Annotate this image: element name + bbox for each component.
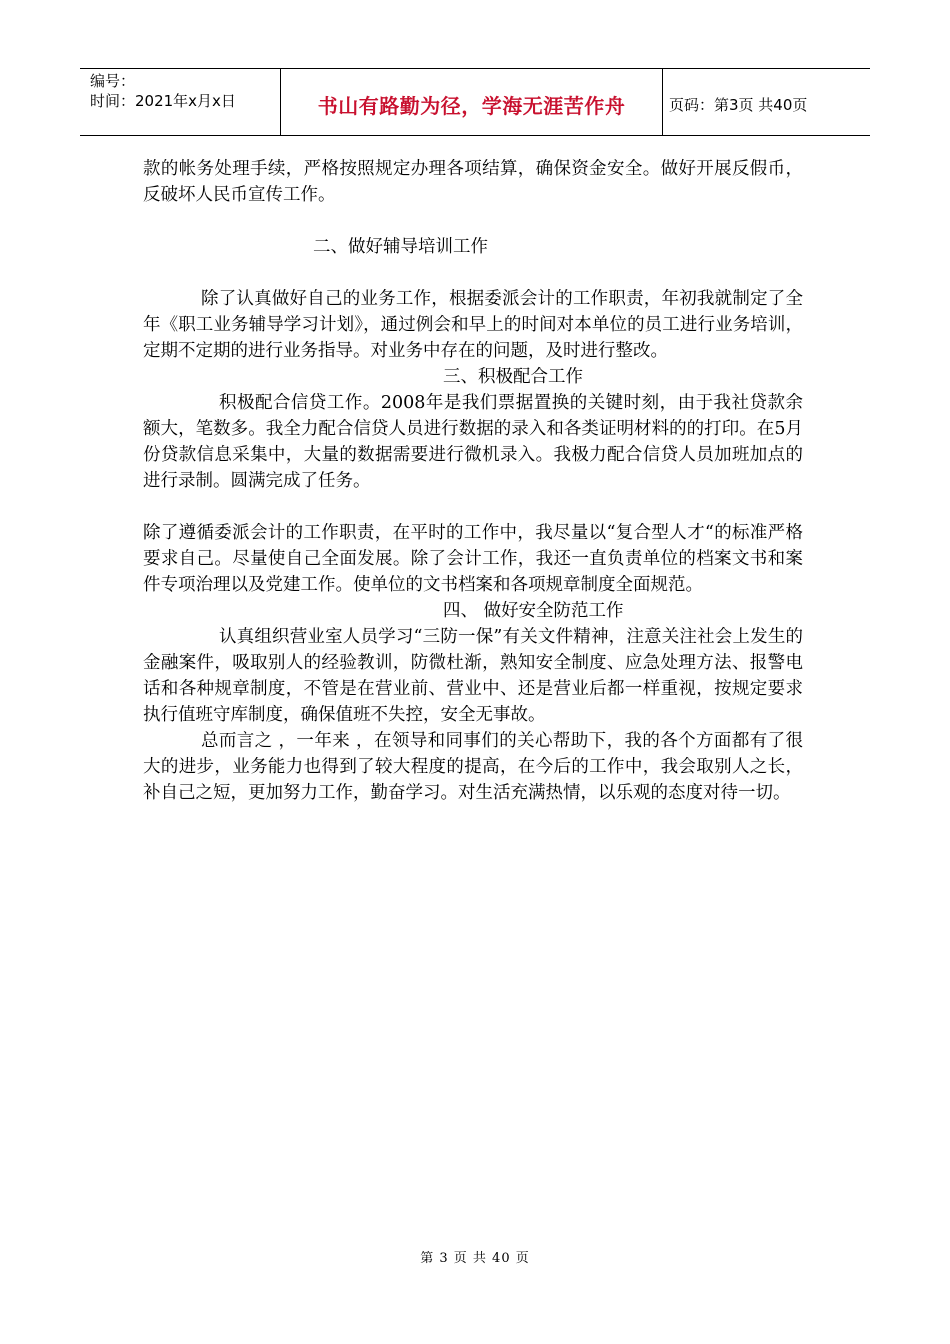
spacer xyxy=(143,260,803,286)
paragraph-compound-talent: 除了遵循委派会计的工作职责，在平时的工作中，我尽量以“复合型人才“的标准严格要求自己。尽量使自己全面发展。除了会计工作，我还一直负责单位的档案文书和案件专项治理以及党建工作。使单位的文书档案和各项规章制度全面规范。 xyxy=(143,523,803,595)
document-time-label: 时间：2021年x月x日 xyxy=(90,92,236,110)
header-page-info: 页码：第3页 共40页 xyxy=(669,95,808,114)
document-code-label: 编号： xyxy=(90,72,136,90)
section-heading-training: 二、做好辅导培训工作 xyxy=(313,237,488,257)
section-heading-cooperate: 三、积极配合工作 xyxy=(443,367,583,387)
paragraph-training: 除了认真做好自己的业务工作，根据委派会计的工作职责，年初我就制定了全年《职工业务辅导学习计划》，通过例会和早上的时间对本单位的员工进行业务培训，定期不定期的进行业务指导。对业务中存在的问题，及时进行整改。 xyxy=(143,289,803,361)
paragraph-cooperate: 积极配合信贷工作。2008年是我们票据置换的关键时刻，由于我社贷款余额大，笔数多。我全力配合信贷人员进行数据的录入和各类证明材料的的打印。在5月份贷款信息采集中，大量的数据需要进行微机录入。我极力配合信贷人员加班加点的进行录制。圆满完成了任务。 xyxy=(143,393,803,491)
header-motto-cell xyxy=(281,69,663,135)
document-body xyxy=(143,156,803,806)
header-motto: 书山有路勤为径，学海无涯苦作舟 xyxy=(317,93,626,118)
spacer xyxy=(143,494,803,520)
paragraph-continued: 款的帐务处理手续，严格按照规定办理各项结算，确保资金安全。做好开展反假币，反破坏人民币宣传工作。 xyxy=(143,159,803,205)
paragraph-summary: 总而言之 ，一年来 ，在领导和同事们的关心帮助下，我的各个方面都有了很大的进步，业务能力也得到了较大程度的提高，在今后的工作中，我会取别人之长，补自己之短，更加努力工作，勤奋学习。对生活充满热情，以乐观的态度对待一切。 xyxy=(143,731,803,803)
header-meta xyxy=(80,69,281,135)
page-footer: 第 3 页 共 40 页 xyxy=(420,1251,530,1266)
paragraph-safety: 认真组织营业室人员学习“三防一保”有关文件精神，注意关注社会上发生的金融案件，吸取别人的经验教训，防微杜渐，熟知安全制度、应急处理方法、报警电话和各种规章制度，不管是在营业前、营业中、还是营业后都一样重视，按规定要求执行值班守库制度，确保值班不失控，安全无事故。 xyxy=(143,627,803,725)
section-heading-safety: 四、 做好安全防范工作 xyxy=(443,601,624,621)
page-header xyxy=(80,68,870,136)
spacer xyxy=(143,208,803,234)
header-page-cell xyxy=(663,69,870,135)
